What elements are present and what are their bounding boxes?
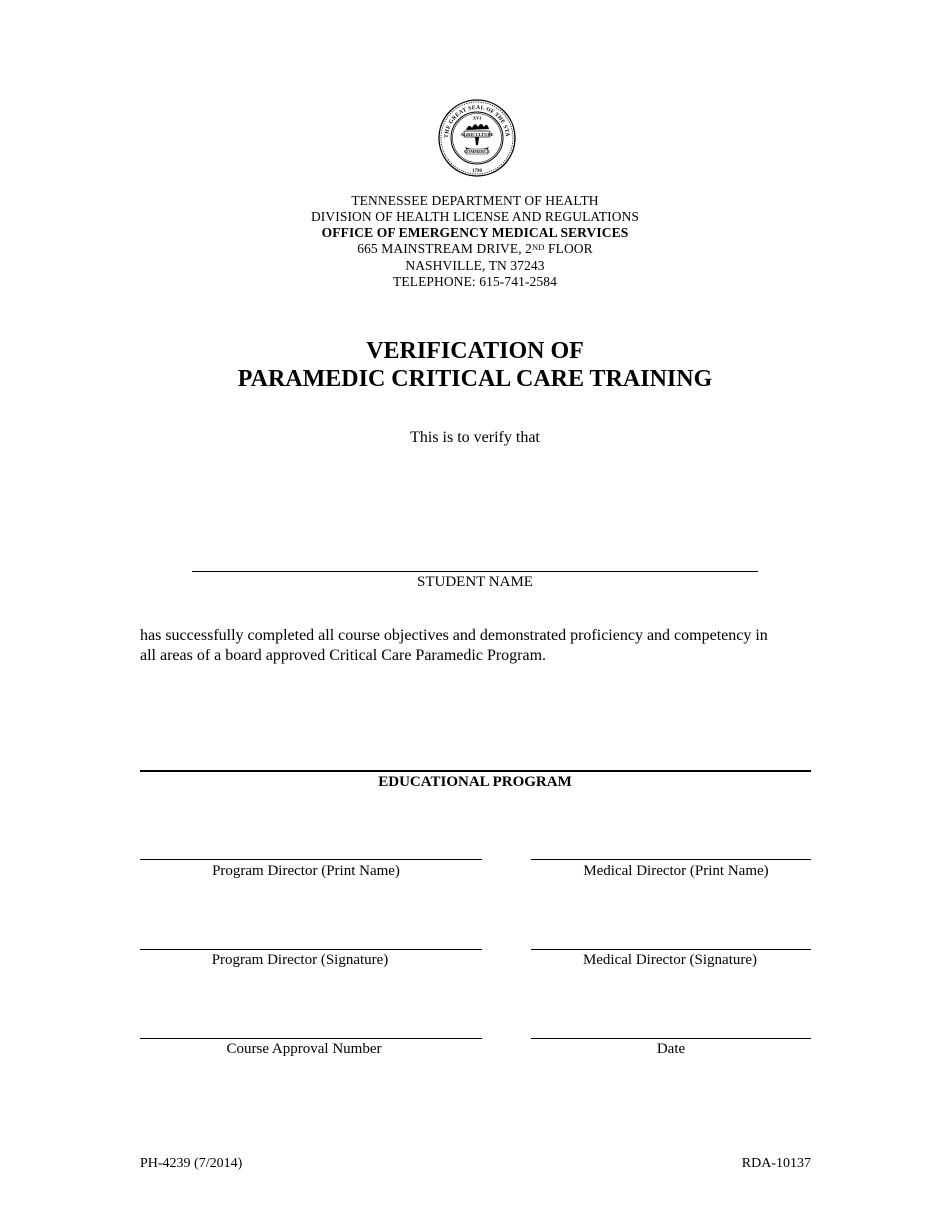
rda-number: RDA-10137 xyxy=(741,1156,811,1171)
seal-year: 1796 xyxy=(472,169,482,174)
medical-director-signature-label: Medical Director (Signature) xyxy=(582,952,758,968)
address-line xyxy=(0,241,950,257)
seal-roman-numeral: XVI xyxy=(472,115,482,121)
student-name-label: STUDENT NAME xyxy=(417,574,533,590)
telephone: TELEPHONE: 615-741-2584 xyxy=(393,274,557,289)
tennessee-state-seal-icon xyxy=(436,99,518,177)
form-number: PH-4239 (7/2014) xyxy=(140,1156,243,1171)
student-name-input-line[interactable] xyxy=(192,571,758,572)
form-title-line-2: PARAMEDIC CRITICAL CARE TRAINING xyxy=(237,366,713,392)
educational-program-label: EDUCATIONAL PROGRAM xyxy=(378,774,572,790)
medical-director-print-name-line[interactable] xyxy=(531,859,811,860)
completion-line-2: all areas of a board approved Critical Care Paramedic Program. xyxy=(140,647,547,664)
division-name: DIVISION OF HEALTH LICENSE AND REGULATIONS xyxy=(310,209,640,224)
seal-commerce-text: COMMERCE xyxy=(464,149,490,154)
course-approval-number-label: Course Approval Number xyxy=(226,1041,382,1057)
program-director-signature-line[interactable] xyxy=(140,949,482,950)
address-floor: FLOOR xyxy=(544,241,593,256)
address-ordinal: ND xyxy=(532,242,545,252)
address-street: 665 MAINSTREAM DRIVE, 2 xyxy=(357,241,533,256)
educational-program-input-line[interactable] xyxy=(140,770,811,772)
department-name: TENNESSEE DEPARTMENT OF HEALTH xyxy=(351,193,599,208)
date-label: Date xyxy=(656,1041,686,1057)
seal-agriculture-text: AGRICULTURE xyxy=(460,131,494,137)
date-line[interactable] xyxy=(531,1038,811,1039)
form-title-line-1: VERIFICATION OF xyxy=(366,338,584,364)
office-name: OFFICE OF EMERGENCY MEDICAL SERVICES xyxy=(321,225,629,240)
intro-text: This is to verify that xyxy=(410,429,540,446)
course-approval-number-line[interactable] xyxy=(140,1038,482,1039)
completion-line-1: has successfully completed all course objectives and demonstrated proficiency and competency in xyxy=(140,627,768,644)
medical-director-print-name-label: Medical Director (Print Name) xyxy=(583,863,769,879)
program-director-print-name-line[interactable] xyxy=(140,859,482,860)
medical-director-signature-line[interactable] xyxy=(531,949,811,950)
seal-ring-text: THE GREAT SEAL OF THE STA xyxy=(443,104,511,139)
program-director-print-name-label: Program Director (Print Name) xyxy=(212,863,400,879)
completion-statement xyxy=(140,626,820,666)
program-director-signature-label: Program Director (Signature) xyxy=(211,952,389,968)
city-state-zip: NASHVILLE, TN 37243 xyxy=(405,258,545,273)
